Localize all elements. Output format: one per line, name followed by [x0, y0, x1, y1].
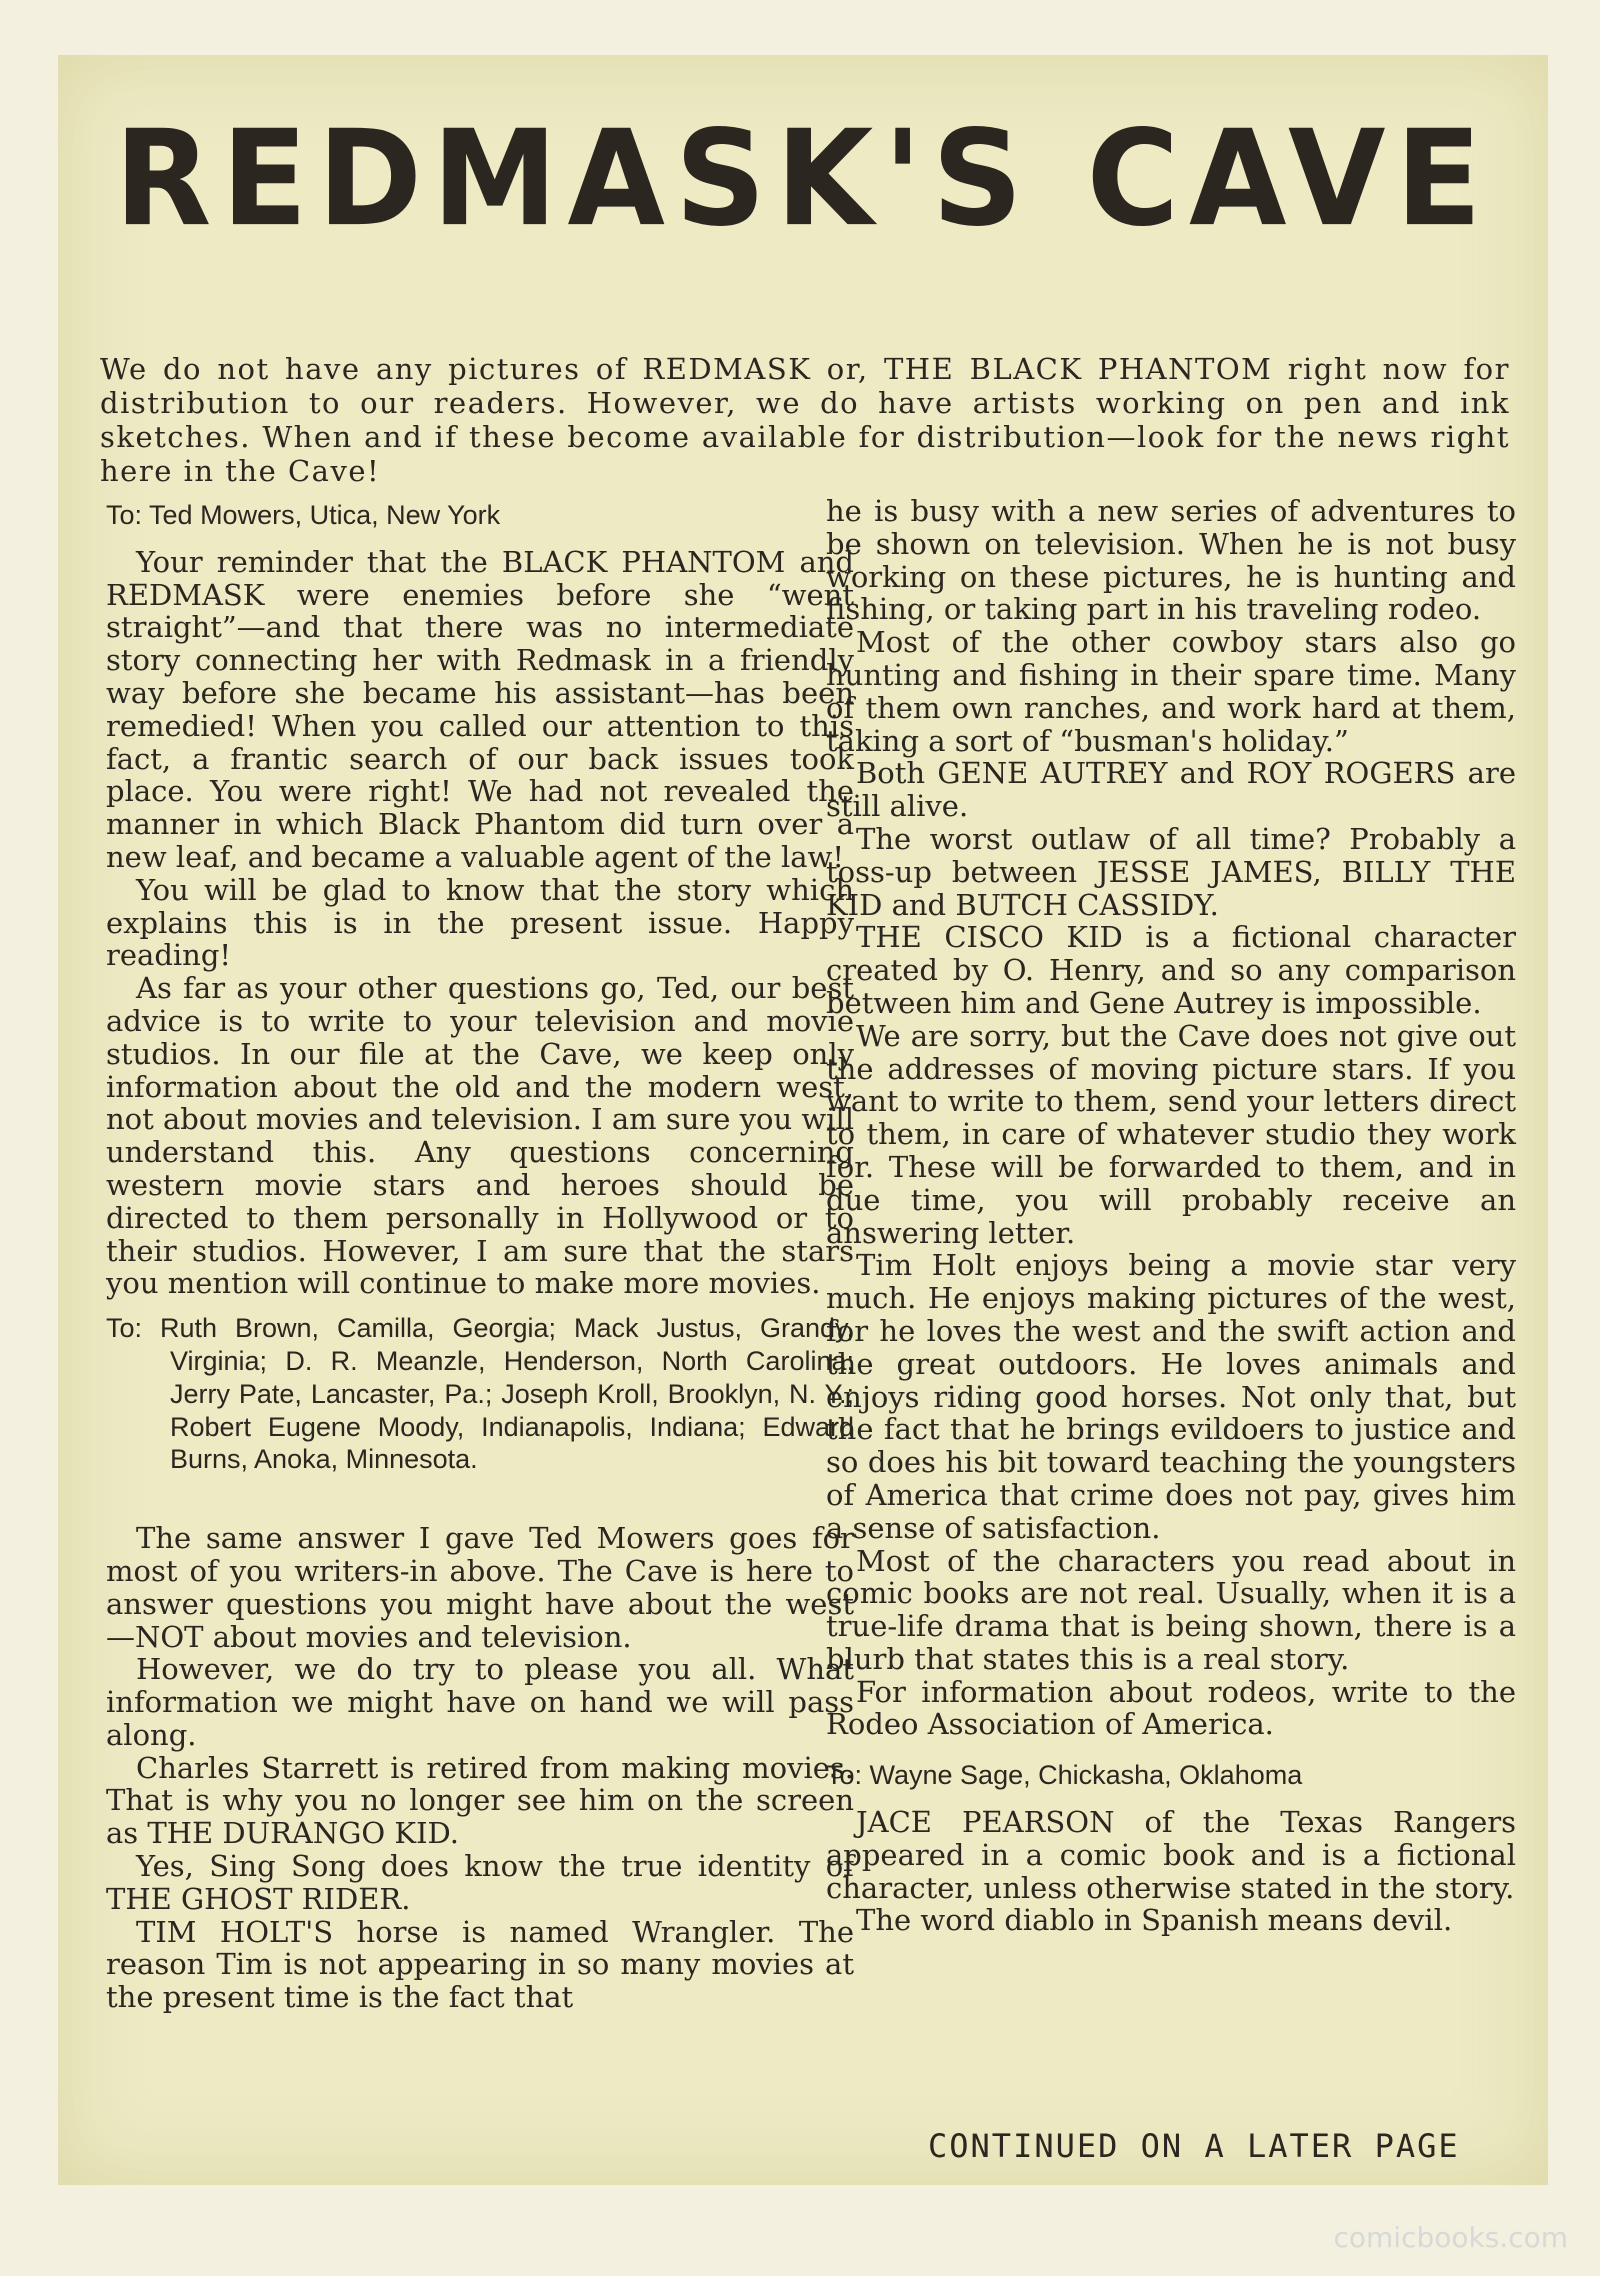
left-column	[106, 495, 854, 2014]
paragraph: Your reminder that the BLACK PHANTOM and REDMASK were enemies before she “went straight”—and that there was no intermediate story connecting her with Redmask in a friendly way before she became his assistant—has been remedied! When you called our attention to this fact, a frantic search of our back issues took place. You were right! We had not revealed the manner in which Black Phantom did turn over a new leaf, and became a valuable agent of the law!	[106, 544, 854, 874]
paragraph: For information about rodeos, write to the Rodeo Association of America.	[826, 1674, 1516, 1742]
right-column	[826, 495, 1516, 1937]
paragraph: We are sorry, but the Cave does not give out the addresses of moving picture stars. If you want to write to them, send your letters direct to them, in care of whatever studio they work for. These will be forwarded to them, and in due time, you will probably receive an answering letter.	[826, 1018, 1516, 1250]
paragraph: he is busy with a new series of adventures to be shown on television. When he is not busy working on these pictures, he is hunting and fishing, or taking part in his traveling rodeo.	[826, 494, 1516, 627]
paragraph: The same answer I gave Ted Mowers goes for most of you writers-in above. The Cave is here to answer questions you might have about the west—NOT about movies and television.	[106, 1521, 854, 1654]
letter-recipient: To: Ruth Brown, Camilla, Georgia; Mack Justus, Grandy, Virginia; D. R. Meanzle, Henderson, North Carolina; Jerry Pate, Lancaster, Pa.; Joseph Kroll, Brooklyn, N. Y.; Robert Eugene Moody, Indianapolis, Indiana; Edward Burns, Anoka, Minnesota.	[106, 1313, 854, 1475]
letter-recipient: To: Wayne Sage, Chickasha, Oklahoma	[826, 1760, 1303, 1791]
paragraph: Yes, Sing Song does know the true identity of THE GHOST RIDER.	[106, 1849, 854, 1916]
paragraph: Most of the other cowboy stars also go hunting and fishing in their spare time. Many of them own ranches, and work hard at them, taking a sort of “busman's holiday.”	[826, 625, 1516, 758]
paragraph: Tim Holt enjoys being a movie star very much. He enjoys making pictures of the west, for he loves the west and the swift action and the great outdoors. He loves animals and enjoys riding good horses. Not only that, but the fact that he brings evildoers to justice and so does his bit toward teaching the youngsters of America that crime does not pay, gives him a sense of satisfaction.	[826, 1248, 1516, 1545]
page	[58, 55, 1548, 2185]
paragraph: The worst outlaw of all time? Probably a toss-up between JESSE JAMES, BILLY THE KID and BUTCH CASSIDY.	[826, 821, 1516, 922]
paragraph: As far as your other questions go, Ted, our best advice is to write to your television and movie studios. In our file at the Cave, we keep only information about the old and the modern west, not about movies and television. I am sure you will understand this. Any questions concerning western movie stars and heroes should be directed to them personally in Hollywood or to their studios. However, I am sure that the stars you mention will continue to make more movies.	[106, 971, 855, 1301]
letter-recipient: To: Ted Mowers, Utica, New York	[106, 500, 501, 530]
page-title: REDMASK'S CAVE	[114, 101, 1492, 256]
paragraph: THE CISCO KID is a fictional character created by O. Henry, and so any comparison between him and Gene Autrey is impossible.	[826, 920, 1516, 1020]
paragraph: Both GENE AUTREY and ROY ROGERS are still alive.	[826, 756, 1516, 824]
paragraph: JACE PEARSON of the Texas Rangers appeared in a comic book and is a fictional character, unless otherwise stated in the story.	[826, 1805, 1516, 1905]
paragraph: TIM HOLT'S horse is named Wrangler. The reason Tim is not appearing in so many movies at the present time is the fact that	[106, 1914, 854, 2015]
paragraph: Charles Starrett is retired from making movies. That is why you no longer see him on the screen as THE DURANGO KID.	[106, 1750, 854, 1851]
watermark: comicbooks.com	[1333, 2221, 1568, 2254]
paragraph: The word diablo in Spanish means devil.	[856, 1903, 1453, 1938]
paragraph: You will be glad to know that the story which explains this is in the present issue. Happy reading!	[106, 872, 854, 973]
continued-notice: CONTINUED ON A LATER PAGE	[928, 2127, 1460, 2165]
intro-paragraph: We do not have any pictures of REDMASK or, THE BLACK PHANTOM right now for distribution to our readers. However, we do have artists working on pen and ink sketches. When and if these become available for distribution—look for the news right here in the Cave!	[100, 352, 1510, 488]
paragraph: However, we do try to please you all. What information we might have on hand we will pass along.	[106, 1652, 854, 1752]
paragraph: Most of the characters you read about in comic books are not real. Usually, when it is a true-life drama that is being shown, there is a blurb that states this is a real story.	[826, 1543, 1516, 1676]
